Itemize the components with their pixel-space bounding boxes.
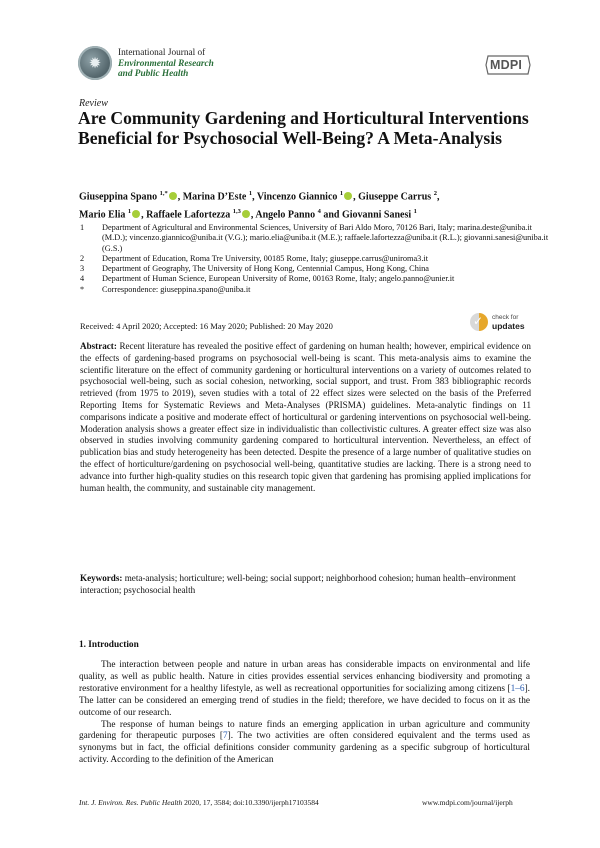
author-name: Giuseppina Spano: [79, 191, 160, 203]
author-separator: ,: [436, 191, 440, 203]
article-title: Are Community Gardening and Horticultural Interventions Beneficial for Psychosocial Well-Being? A Meta-Analysis: [78, 108, 529, 148]
orcid-icon[interactable]: [344, 192, 352, 200]
citation-link[interactable]: 1–6: [510, 683, 525, 694]
check-icon: [470, 313, 488, 331]
affiliation-number: 1: [80, 223, 85, 232]
article-type: Review: [79, 98, 108, 109]
author-name: Angelo Panno: [255, 209, 318, 221]
body-text: [79, 660, 530, 767]
affiliation-number: 2: [80, 253, 85, 263]
affiliation-number: *: [80, 284, 85, 294]
keywords-label: Keywords:: [80, 573, 123, 583]
abstract-label: Abstract:: [80, 341, 117, 351]
affiliation-item: [80, 274, 550, 284]
author-affiliation-marker: 4: [317, 208, 321, 216]
footer-citation: Int. J. Environ. Res. Public Health 2020, 17, 3584; doi:10.3390/ijerph17103584: [79, 798, 319, 807]
affiliation-text: Department of Human Science, European University of Rome, 00163 Rome, Italy; angelo.panno@unier.it: [102, 274, 455, 284]
affiliation-text: Department of Agricultural and Environmental Sciences, University of Bari Aldo Moro, 70126 Bari, Italy; marina.deste@uniba.it (M.D.); vincenzo.giannico@uniba.it (V.G.); mario.elia@uniba.it (M.E.); raffaele.lafortezza@uniba.it (R.L.); giovanni.sanesi@uniba.it (G.S.): [102, 223, 549, 253]
keywords: [80, 573, 531, 597]
author-name: Marina D’Este: [182, 191, 249, 203]
footer-url[interactable]: www.mdpi.com/journal/ijerph: [422, 798, 513, 807]
abstract-text: Recent literature has revealed the positive effect of gardening on human health; however, empirical evidence on the effects of gardening-based programs on psychosocial well-being is scant. This meta-analysis aims to examine the scientific literature on the effect of community gardening or horticultural interventions on a variety of outcomes related to psychosocial well-being, such as social cohesion, networking, social support, and trust. From 383 bibliographic records retrieved (from 1975 to 2019), seven studies with a total of 22 effect sizes were selected on the basis of the Preferred Reporting Items for Systematic Reviews and Meta-Analyses (PRISMA) guidelines. Meta-analytic findings on 11 comparisons indicate a positive and moderate effect of horticultural or gardening interventions on psychosocial well-being. Moderation analysis shows a greater effect size in individualistic than collectivistic cultures. A greater effect size was also observed in studies involving community gardening compared to horticultural intervention. Nevertheless, an effect of publication bias and study heterogeneity has been detected. Despite the presence of a large number of qualitative studies on the effect of horticulture/gardening on psychosocial well-being, quantitative studies are lacking. There is a strong need to advance into further high-quality studies on this research topic given that gardening has promising applied implications for human health, the community, and sustainable city management.: [80, 341, 531, 493]
author-name: Giovanni Sanesi: [341, 209, 414, 221]
author-affiliation-marker: 1,*: [159, 190, 168, 197]
affiliation-item: [80, 285, 550, 295]
author-separator: ,: [141, 209, 147, 221]
author-affiliation-marker: 1: [413, 208, 417, 216]
orcid-icon[interactable]: [242, 210, 250, 218]
author-name: Mario Elia: [79, 209, 128, 221]
journal-logo: [78, 46, 112, 80]
abstract: [80, 341, 531, 494]
affiliation-text: Correspondence: giuseppina.spano@uniba.it: [102, 284, 251, 294]
author-name: Vincenzo Giannico: [256, 191, 340, 203]
journal-name: International Journal of Environmental Research and Public Health: [118, 48, 214, 79]
citation-link[interactable]: 7: [222, 731, 228, 742]
section-heading: 1. Introduction: [79, 640, 139, 650]
author-separator: ,: [250, 209, 256, 221]
author-separator: ,: [353, 191, 359, 203]
affiliation-item: [80, 223, 550, 254]
author-affiliation-marker: 1: [339, 190, 344, 197]
check-for-updates-button[interactable]: ✓ check for updates: [470, 311, 530, 333]
author-name: Raffaele Lafortezza: [146, 209, 233, 221]
publication-dates: Received: 4 April 2020; Accepted: 16 May 2020; Published: 20 May 2020: [80, 321, 333, 331]
author-affiliation-marker: 1: [127, 208, 132, 216]
affiliation-item: [80, 254, 550, 264]
affiliation-number: 3: [80, 264, 85, 274]
affiliation-item: [80, 264, 550, 274]
orcid-icon[interactable]: [132, 210, 140, 218]
author-affiliation-marker: 2: [433, 190, 437, 197]
author-affiliation-marker: 1,3: [232, 208, 241, 216]
orcid-icon[interactable]: [169, 192, 177, 200]
affiliations: [80, 223, 550, 295]
affiliation-text: Department of Education, Roma Tre University, 00185 Rome, Italy; giuseppe.carrus@uniroma3.it: [102, 253, 429, 263]
paragraph: The interaction between people and nature in urban areas has considerable impacts on environmental and life quality, as well as public health. Nature in cities provides essential services enhancing biodiversity and promoting a restorative environment for a healthy lifestyle, as well as recreational opportunities for socializing among citizens [1–6]. The latter can be considered an emerging trend of studies in the field; therefore, we have decided to focus on it as the outcome of our research.: [79, 660, 530, 718]
author-name: Giuseppe Carrus: [358, 191, 434, 203]
paragraph: The response of human beings to nature finds an emerging application in urban agriculture and community gardening for therapeutic purposes [7]. The two activities are often considered equivalent and the terms used as synonyms but in fact, the official definitions consider community gardening as a specific subgroup of horticultural activity. According to the definition of the American: [79, 719, 530, 766]
affiliation-number: 4: [80, 274, 85, 284]
publisher-logo: MDPI: [484, 54, 532, 76]
affiliation-text: Department of Geography, The University of Hong Kong, Centennial Campus, Hong Kong, China: [102, 264, 429, 274]
author-separator: ,: [252, 191, 257, 203]
author-list: [79, 186, 549, 223]
author-separator: ,: [177, 191, 183, 203]
globe-icon: ✹: [88, 54, 102, 72]
author-affiliation-marker: 1: [248, 190, 253, 197]
keywords-text: meta-analysis; horticulture; well-being; social support; neighborhood cohesion; human health–environment interaction; psychosocial health: [80, 573, 516, 595]
author-separator: and: [320, 209, 342, 221]
